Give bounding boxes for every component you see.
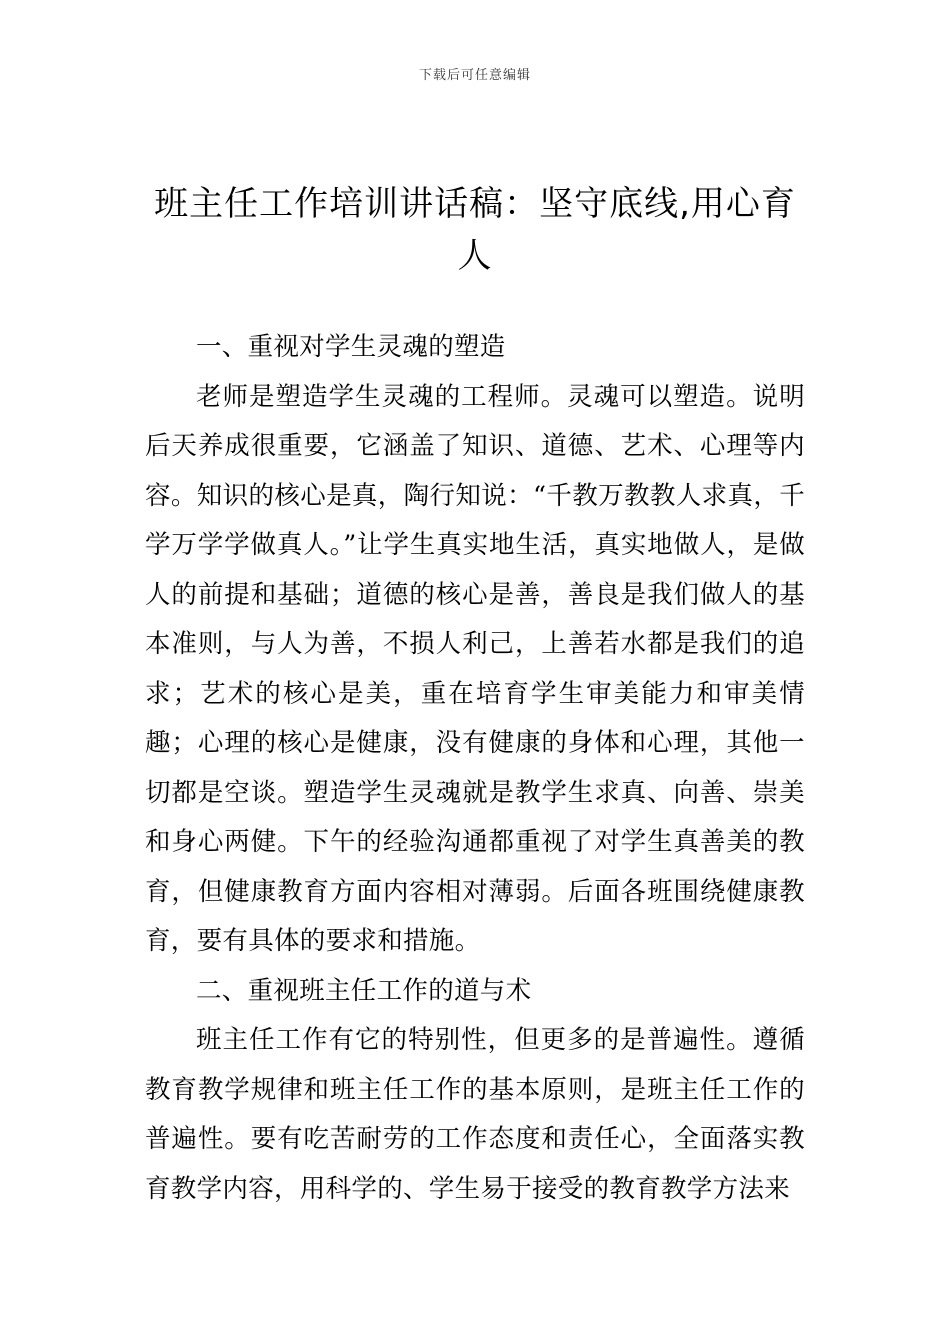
section-heading: 二、重视班主任工作的道与术: [196, 975, 532, 1006]
body-paragraph: 班主任工作有它的特别性，但更多的是普遍性。遵循教育教学规律和班主任工作的基本原则，是班主任工作的普遍性。要有吃苦耐劳的工作态度和责任心，全面落实教育教学内容，用科学的、学生易于接受的教育教学方法来: [145, 1025, 805, 1204]
body-paragraph: 老师是塑造学生灵魂的工程师。灵魂可以塑造。说明后天养成很重要，它涵盖了知识、道德、艺术、心理等内容。知识的核心是真，陶行知说：“千教万教教人求真，千学万学学做真人。”让学生真实地生活，真实地做人，是做人的前提和基础；道德的核心是善，善良是我们做人的基本准则，与人为善，不损人利己，上善若水都是我们的追求；艺术的核心是美，重在培育学生审美能力和审美情趣；心理的核心是健康，没有健康的身体和心理，其他一切都是空谈。塑造学生灵魂就是教学生求真、向善、崇美和身心两健。下午的经验沟通都重视了对学生真善美的教育，但健康教育方面内容相对薄弱。后面各班围绕健康教育，要有具体的要求和措施。: [145, 381, 805, 956]
header-note: 下载后可任意编辑: [418, 68, 531, 83]
page-title: 班主任工作培训讲话稿：坚守底线,用心育人: [154, 184, 796, 276]
section-heading: 一、重视对学生灵魂的塑造: [196, 332, 506, 362]
document-body: [145, 323, 805, 1214]
